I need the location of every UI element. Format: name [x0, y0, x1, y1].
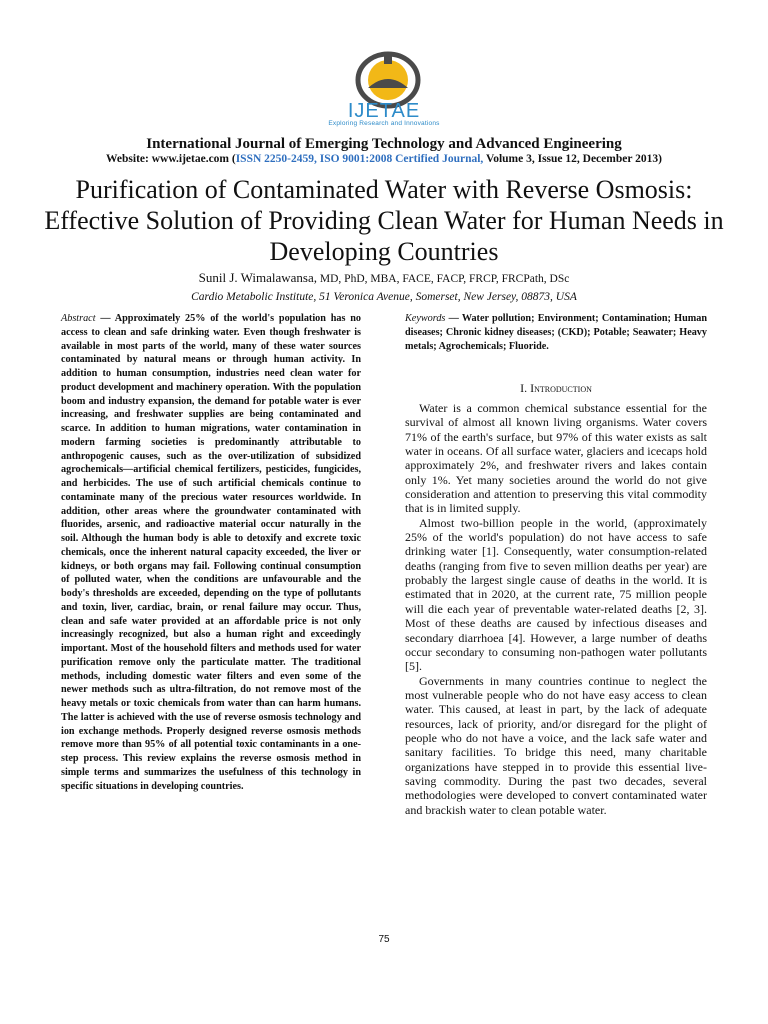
section-heading: I. Introduction	[520, 381, 592, 395]
abstract	[61, 312, 361, 793]
keywords-text: — Water pollution; Environment; Contamination; Human diseases; Chronic kidney diseases; (CKD); Potable; Seawater; Heavy metals; Agrochemicals; Fluoride.	[405, 313, 707, 352]
author-credentials: MD, PhD, MBA, FACE, FACP, FRCP, FRCPath, DSc	[317, 273, 570, 285]
keywords	[405, 312, 707, 353]
abstract-text: — Approximately 25% of the world's population has no access to clean and safe drinking water. Even though freshwater is available in most parts of the world, many of these water sources contaminated by natural means or through human activity. In addition to human consumption, industries need clean water for product development and machinery operation. With the population boom and industry expansion, the demand for potable water is ever increasing, and freshwater supplies are being contaminated and scarce. In addition to human migrations, water contamination in modern farming societies is predominantly attributable to anthropogenic causes, such as the over-utilization of subsidized agrochemicals—artificial chemical fertilizers, pesticides, fungicides, and herbicides. The use of such artificial chemicals continue to contaminate many of the precious water resources worldwide. In addition, other areas where the groundwater contaminated with fluorides, arsenic, and radioactive material occur naturally in the soil. Although the human body is able to detoxify and excrete toxic chemicals, once the inherent natural capacity exceeded, the liver or kidneys, or both organs may fail. Following continual consumption of polluted water, when the conditions are unfavourable and the body's thresholds are exceeded, depending on the type of pollutants and toxin, liver, cardiac, brain, or renal failure may occur. Thus, clean and safe water provided at an affordable price is not only increasingly recognized, but also a human right and exceedingly important. Most of the household filters and methods used for water purification remove only the particulate matter. The traditional methods, including domestic water filters and even some of the newer methods such as ultra-filtration, do not remove most of the heavy metals or toxic chemicals from water than can harm humans. The latter is achieved with the use of reverse osmosis technology and ion exchange methods. Properly designed reverse osmosis methods remove more than 95% of all potential toxic contaminants in a one-step process. This review explains the reverse osmosis method in simple terms and summarizes the usefulness of this technology in specific situations in developing countries.	[61, 313, 361, 792]
paragraph: Almost two-billion people in the world, (approximately 25% of the world's population) do not have access to safe drinking water [1]. Consequently, water consumption-related deaths (ranging from five to seven million deaths per year) are probably the largest single cause of deaths in the world. It is estimated that in 2020, at the current rate, 75 million people will die each year of preventable water-related deaths [2, 3]. Most of these deaths are caused by infectious diseases and secondary diarrhoea [4]. However, a large number of deaths occur secondary to consuming non-pathogen water pollutants [5].	[405, 515, 707, 674]
author-line	[0, 270, 768, 286]
journal-name: International Journal of Emerging Technology and Advanced Engineering	[146, 136, 622, 152]
introduction-body	[405, 401, 707, 817]
website-suffix: Volume 3, Issue 12, December 2013)	[483, 153, 662, 165]
paragraph: Governments in many countries continue to neglect the most vulnerable people who do not have easy access to clean water. This caused, at least in part, by the lack of adequate resources, lack of priority, and/or disregard for the plight of people who do not have a voice, and the lack safe water and sanitary facilities. To bridge this need, many charitable organizations have stepped in to provide this essential live-saving commodity. During the past two decades, several methodologies were developed to convert contaminated water and brackish water to clean potable water.	[405, 673, 707, 817]
paper-title: Purification of Contaminated Water with Reverse Osmosis: Effective Solution of Providing Clean Water for Human Needs in Developing Countries	[44, 175, 724, 266]
abstract-label: Abstract	[61, 313, 96, 324]
logo-tagline: Exploring Research and Innovations	[328, 120, 440, 127]
author-name: Sunil J. Wimalawansa,	[198, 270, 318, 285]
keywords-label: Keywords	[405, 313, 446, 324]
logo-name: IJETAE	[347, 100, 421, 122]
page-number: 75	[378, 934, 390, 945]
website-prefix: Website: www.ijetae.com (	[106, 153, 236, 165]
paragraph: Water is a common chemical substance essential for the survival of almost all known living organisms. Water covers 71% of the earth's surface, but 97% of this water exists as salt water in oceans. Of all surface water, glaciers and icecaps hold approximately 2%, and freshwater rivers and lakes contain only 1%. Yet many societies around the world do not give consideration and attention to preserving this vital commodity that is in limited supply.	[405, 401, 707, 516]
affiliation: Cardio Metabolic Institute, 51 Veronica Avenue, Somerset, New Jersey, 08873, USA	[191, 291, 577, 303]
website-line	[0, 153, 768, 165]
issn-text: ISSN 2250-2459, ISO 9001:2008 Certified Journal,	[235, 153, 484, 165]
